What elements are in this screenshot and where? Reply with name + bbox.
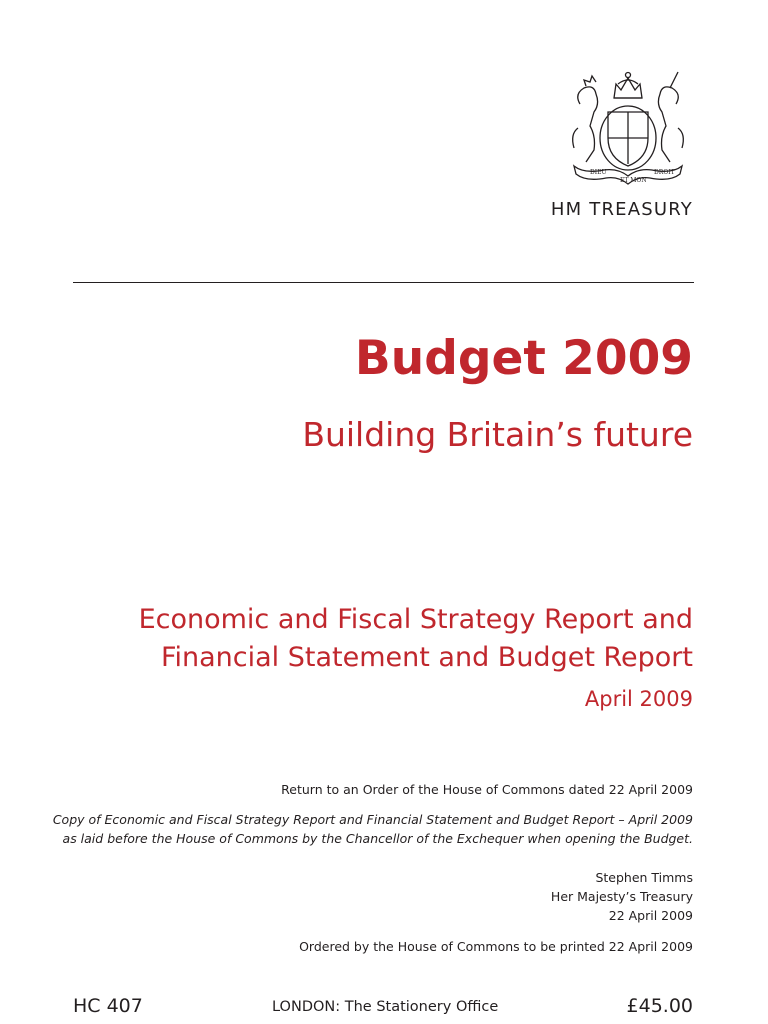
svg-text:DROIT: DROIT	[654, 169, 675, 176]
document-subtitle: Building Britain’s future	[302, 415, 693, 454]
svg-text:ET MON: ET MON	[620, 177, 647, 184]
copy-statement	[53, 810, 693, 848]
organisation-name: HM TREASURY	[550, 199, 693, 220]
signatory-date: 22 April 2009	[608, 908, 693, 923]
print-order-text: Ordered by the House of Commons to be printed 22 April 2009	[299, 939, 693, 954]
report-date: April 2009	[584, 687, 693, 711]
copy-statement-line-2: as laid before the House of Commons by the Chancellor of the Exchequer when opening the Budget.	[62, 831, 693, 846]
horizontal-divider	[73, 282, 694, 283]
document-title: Budget 2009	[354, 331, 693, 386]
royal-coat-of-arms-logo	[558, 68, 698, 192]
report-title-line-2: Financial Statement and Budget Report	[160, 642, 693, 673]
signatory-block	[551, 868, 693, 925]
report-title	[53, 601, 693, 677]
return-order-text: Return to an Order of the House of Commons dated 22 April 2009	[281, 782, 693, 797]
signatory-name: Stephen Timms	[595, 870, 693, 885]
price: £45.00	[626, 995, 693, 1017]
signatory-office: Her Majesty’s Treasury	[550, 889, 693, 904]
report-title-line-1: Economic and Fiscal Strategy Report and	[138, 604, 693, 635]
publisher: LONDON: The Stationery Office	[272, 999, 499, 1015]
paper-number: HC 407	[73, 995, 143, 1017]
copy-statement-line-1: Copy of Economic and Fiscal Strategy Report and Financial Statement and Budget Report – April 2009	[52, 812, 693, 827]
svg-text:DIEU: DIEU	[590, 169, 607, 176]
